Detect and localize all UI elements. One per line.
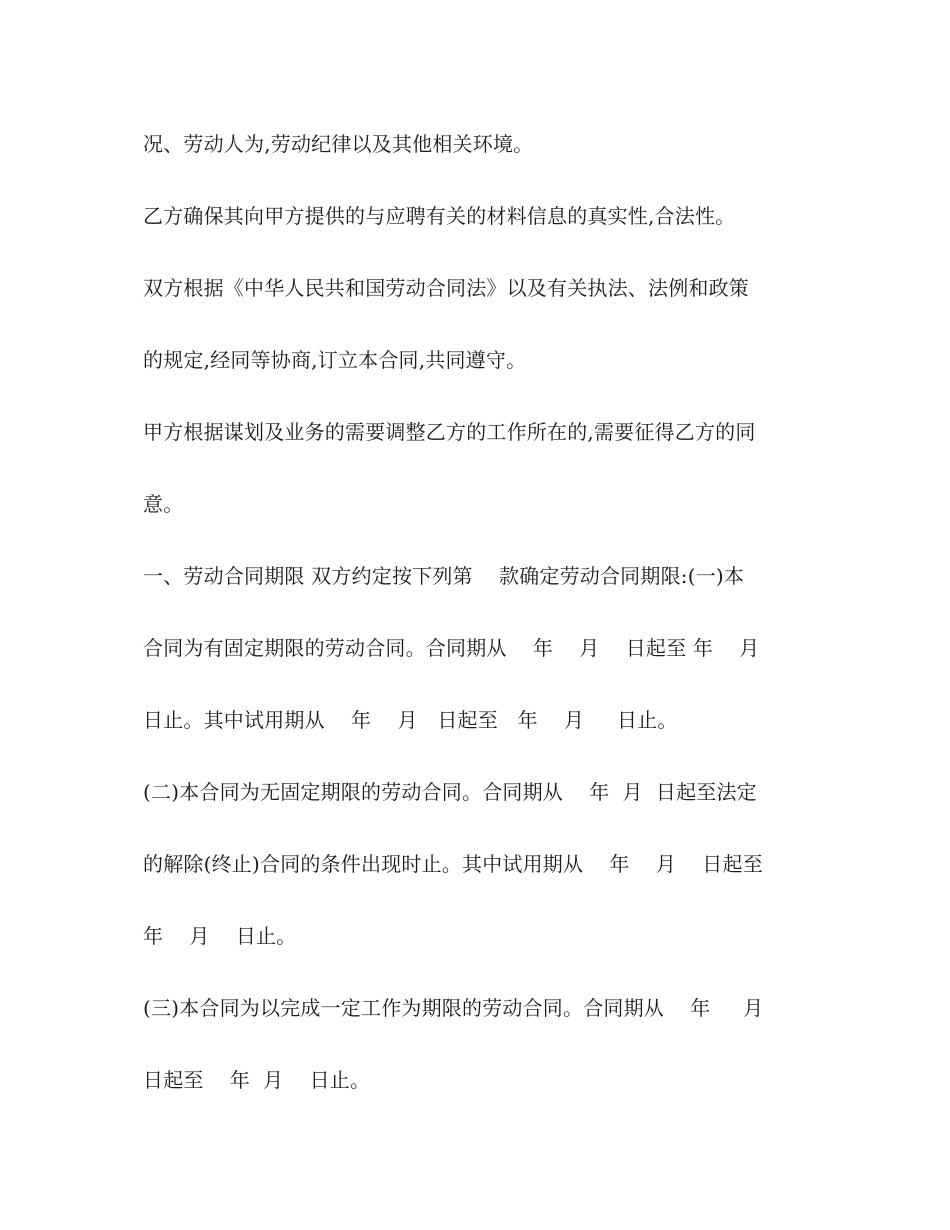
text-line: 日止。其中试用期从 年 月 日起至 年 月 日止。 [143,708,678,732]
text-line: 乙方确保其向甲方提供的与应聘有关的材料信息的真实性,合法性。 [143,204,736,228]
text-line: 双方根据《中华人民共和国劳动合同法》以及有关执法、法例和政策 [143,276,749,300]
text-line: 日起至 年 月 日止。 [143,1068,371,1092]
text-line: 的解除(终止)合同的条件出现时止。其中试用期从 年 月 日起至 [143,852,763,876]
text-line: 况、劳动人为,劳动纪律以及其他相关环境。 [143,132,534,156]
text-line: 意。 [143,492,184,516]
text-line: 一、劳动合同期限 双方约定按下列第 款确定劳动合同期限:(一)本 [143,564,745,588]
text-line: 合同为有固定期限的劳动合同。合同期从 年 月 日起至 年 月 [143,636,760,660]
text-line: (三)本合同为以完成一定工作为期限的劳动合同。合同期从 年 月 [143,996,764,1020]
text-line: 的规定,经同等协商,订立本合同,共同遵守。 [143,348,527,372]
text-line: (二)本合同为无固定期限的劳动合同。合同期从 年 月 日起至法定 [143,780,757,804]
text-line: 年 月 日止。 [143,924,297,948]
text-line: 甲方根据谋划及业务的需要调整乙方的工作所在的,需要征得乙方的同 [143,420,756,444]
